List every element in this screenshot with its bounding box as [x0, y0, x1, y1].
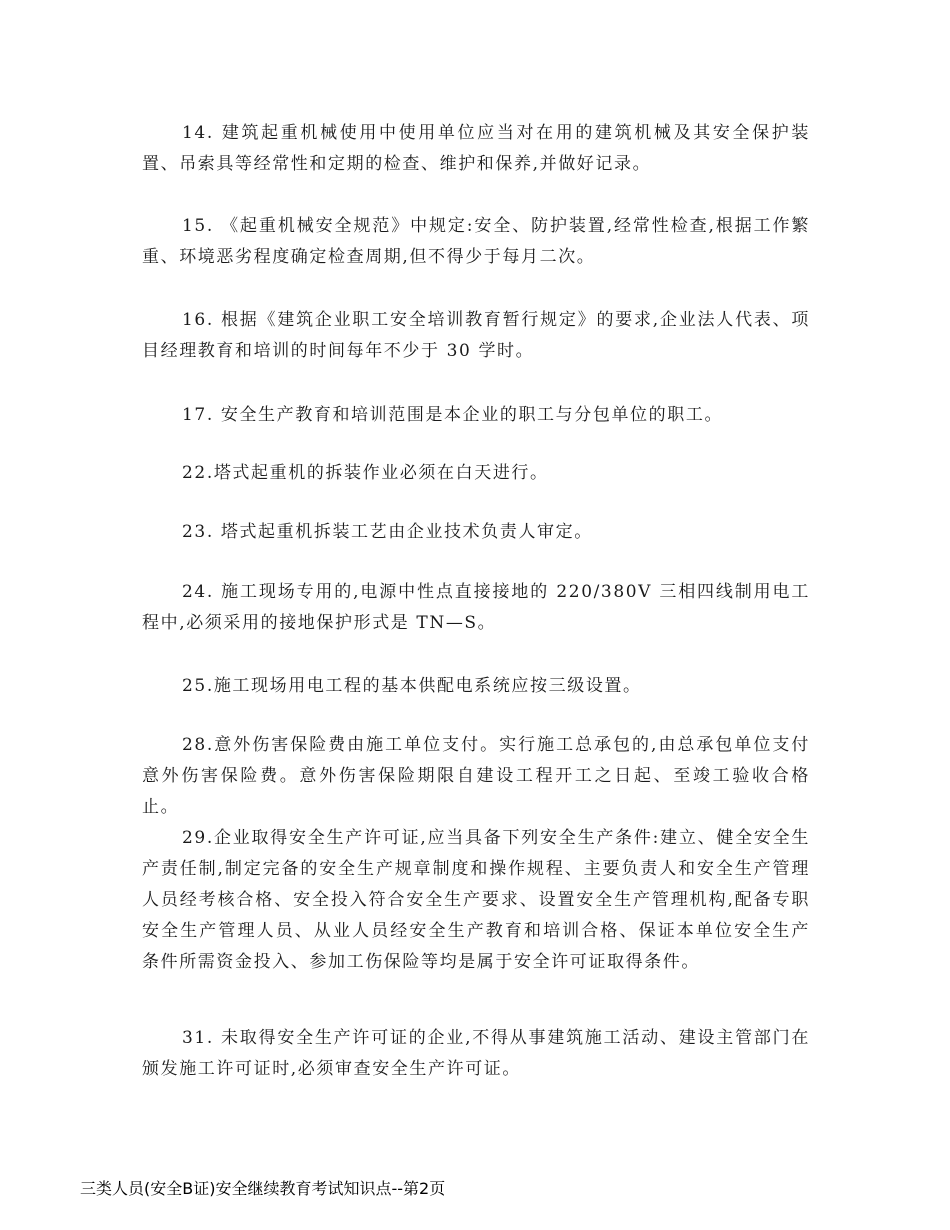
paragraph-16: 16. 根据《建筑企业职工安全培训教育暂行规定》的要求,企业法人代表、项目经理教育和培训的时间每年不少于 30 学时。	[142, 310, 810, 361]
paragraph-28: 28.意外伤害保险费由施工单位支付。实行施工总承包的,由总承包单位支付意外伤害保险费。意外伤害保险期限自建设工程开工之日起、至竣工验收合格止。	[142, 735, 810, 817]
paragraph-31: 31. 未取得安全生产许可证的企业,不得从事建筑施工活动、建设主管部门在颁发施工许可证时,必须审查安全生产许可证。	[142, 1028, 810, 1079]
paragraph-15: 15. 《起重机械安全规范》中规定:安全、防护装置,经常性检查,根据工作繁重、环境恶劣程度确定检查周期,但不得少于每月二次。	[142, 216, 810, 267]
paragraph-17: 17. 安全生产教育和培训范围是本企业的职工与分包单位的职工。	[182, 405, 724, 425]
paragraph-23: 23. 塔式起重机拆装工艺由企业技术负责人审定。	[182, 522, 593, 542]
paragraph-24: 24. 施工现场专用的,电源中性点直接接地的 220/380V 三相四线制用电工程中,必须采用的接地保护形式是 TN—S。	[142, 582, 810, 633]
paragraph-29: 29.企业取得安全生产许可证,应当具备下列安全生产条件:建立、健全安全生产责任制,制定完备的安全生产规章制度和操作规程、主要负责人和安全生产管理人员经考核合格、安全投入符合安全生产要求、设置安全生产管理机构,配备专职安全生产管理人员、从业人员经安全生产教育和培训合格、保证本单位安全生产条件所需资金投入、参加工伤保险等均是属于安全许可证取得条件。	[142, 828, 810, 972]
paragraph-22: 22.塔式起重机的拆装作业必须在白天进行。	[182, 463, 549, 483]
page-footer: 三类人员(安全B证)安全继续教育考试知识点--第2页	[80, 1179, 446, 1198]
paragraph-14: 14. 建筑起重机械使用中使用单位应当对在用的建筑机械及其安全保护装置、吊索具等经常性和定期的检查、维护和保养,并做好记录。	[142, 123, 810, 174]
paragraph-25: 25.施工现场用电工程的基本供配电系统应按三级设置。	[182, 676, 642, 696]
